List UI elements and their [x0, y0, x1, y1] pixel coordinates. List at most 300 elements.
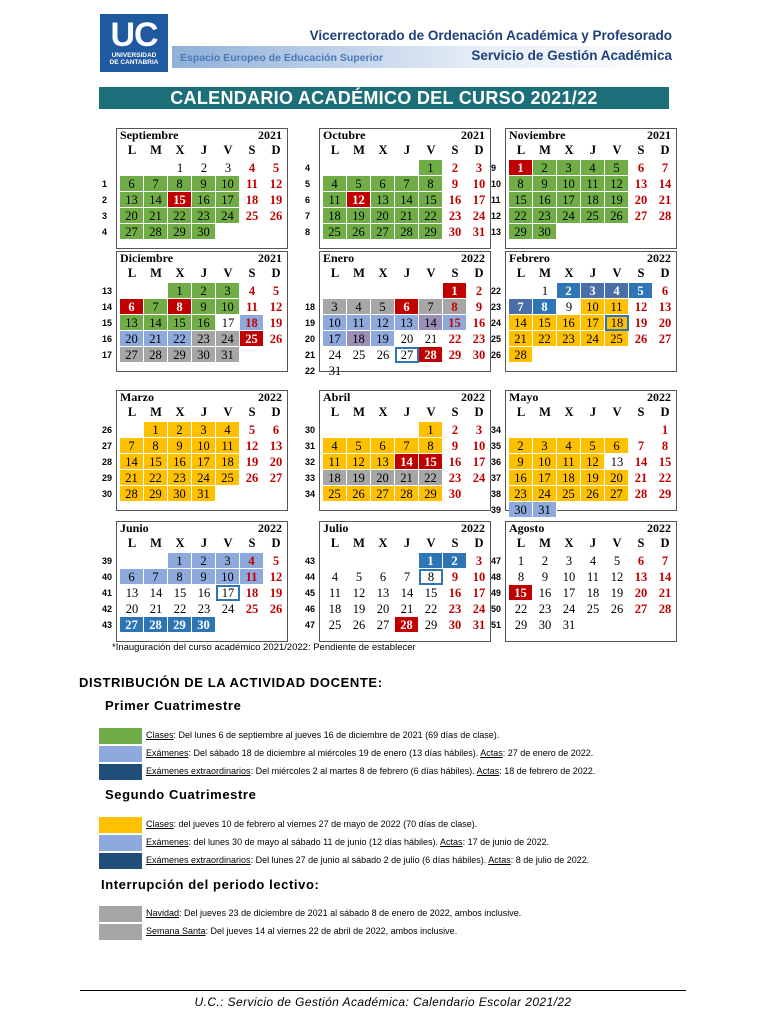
weekday-label: V [426, 143, 436, 157]
day-cell: 29 [168, 617, 192, 633]
month-name: Noviembre [509, 128, 566, 142]
day-cell: 21 [509, 331, 533, 347]
weekday-label: L [127, 143, 137, 157]
day-cell: 9 [192, 176, 216, 192]
day-cell: 24 [328, 348, 342, 362]
day-cell: 2 [200, 161, 208, 175]
week-number: 8 [305, 227, 311, 237]
day-cell: 6 [605, 438, 629, 454]
day-cell: 24 [533, 486, 557, 502]
day-cell: 29 [424, 618, 438, 632]
day-cell: 26 [581, 486, 605, 502]
day-cell: 9 [541, 570, 549, 584]
day-cell: 7 [661, 161, 669, 175]
day-cell: 2 [168, 422, 192, 438]
day-cell: 16 [472, 316, 486, 330]
day-cell: 1 [419, 553, 443, 569]
primer-cuatrimestre-title: Primer Cuatrimestre [105, 698, 242, 713]
day-cell: 21 [144, 208, 168, 224]
day-cell: 5 [272, 554, 280, 568]
week-number: 34 [305, 489, 316, 499]
day-cell: 28 [509, 347, 533, 363]
day-cell: 1 [419, 422, 443, 438]
day-cell: 23 [448, 209, 462, 223]
week-number: 32 [305, 457, 316, 467]
week-number: 34 [491, 425, 502, 435]
day-cell: 19 [371, 331, 395, 347]
day-cell: 29 [658, 487, 672, 501]
day-cell: 19 [605, 192, 629, 208]
day-cell: 10 [581, 299, 605, 315]
day-cell: 16 [197, 586, 211, 600]
day-cell: 6 [371, 176, 395, 192]
weekday-label: S [451, 536, 459, 550]
day-cell: 15 [443, 315, 467, 331]
day-cell: 9 [192, 569, 216, 585]
legend-label: Exámenes extraordinarios [146, 855, 251, 865]
month-header [323, 128, 485, 142]
month-junio [100, 521, 286, 642]
day-cell: 9 [475, 300, 483, 314]
day-cell: 27 [658, 332, 672, 346]
day-cell: 11 [240, 569, 264, 585]
legend-swatch [99, 924, 142, 940]
day-cell: 9 [565, 300, 573, 314]
month-year: 2021 [258, 128, 282, 142]
month-year: 2022 [258, 521, 282, 535]
month-header [120, 390, 282, 404]
weekday-label: M [150, 536, 162, 550]
month-year: 2021 [461, 128, 485, 142]
day-cell: 23 [192, 331, 216, 347]
month-header [323, 521, 485, 535]
day-cell: 20 [371, 470, 395, 486]
day-cell: 24 [216, 331, 240, 347]
weekday-label: J [200, 266, 208, 280]
day-cell: 18 [240, 315, 264, 331]
day-cell: 22 [168, 208, 192, 224]
day-cell: 19 [581, 470, 605, 486]
week-number: 22 [305, 366, 316, 376]
day-cell: 16 [448, 586, 462, 600]
day-cell: 21 [395, 208, 419, 224]
legend-description: : Del sábado 18 de diciembre al miércoles 19 de enero (13 días hábiles). [188, 748, 481, 758]
day-cell: 23 [168, 470, 192, 486]
day-cell: 18 [328, 602, 342, 616]
legend-swatch [99, 728, 142, 744]
month-name: Octubre [323, 128, 366, 142]
day-cell: 3 [581, 283, 605, 299]
day-cell: 12 [634, 300, 648, 314]
weekday-label: L [516, 266, 526, 280]
month-name: Agosto [509, 521, 545, 535]
day-cell: 19 [634, 316, 648, 330]
day-cell: 27 [120, 617, 144, 633]
weekday-label: L [330, 143, 340, 157]
day-cell: 30 [533, 224, 557, 240]
day-cell: 14 [658, 570, 672, 584]
week-number: 16 [102, 334, 113, 344]
day-cell: 4 [605, 283, 629, 299]
day-cell: 9 [509, 454, 533, 470]
day-cell: 28 [144, 617, 168, 633]
month-year: 2022 [258, 390, 282, 404]
day-cell: 2 [451, 423, 459, 437]
weekday-label: J [403, 405, 411, 419]
week-number: 15 [102, 318, 113, 328]
month-header [120, 521, 282, 535]
legend-label: Navidad [146, 908, 180, 918]
day-cell: 13 [395, 315, 419, 331]
day-cell: 17 [216, 585, 240, 601]
day-cell: 16 [192, 192, 216, 208]
month-header [509, 251, 671, 265]
day-cell: 13 [658, 300, 672, 314]
day-cell: 26 [610, 602, 624, 616]
day-cell: 3 [475, 554, 483, 568]
day-cell: 25 [323, 486, 347, 502]
day-cell: 5 [248, 423, 256, 437]
day-cell: 16 [448, 193, 462, 207]
week-number: 25 [491, 334, 502, 344]
day-cell: 23 [557, 331, 581, 347]
day-cell: 1 [541, 284, 549, 298]
day-cell: 23 [192, 208, 216, 224]
day-cell: 11 [246, 300, 258, 314]
day-cell: 17 [562, 586, 576, 600]
day-cell: 23 [538, 602, 552, 616]
month-header [509, 521, 671, 535]
day-cell: 4 [240, 553, 264, 569]
weekday-label: S [637, 266, 645, 280]
day-cell: 30 [168, 486, 192, 502]
day-cell: 7 [395, 176, 419, 192]
legend-actas-label: Actas [488, 855, 511, 865]
weekday-label: S [637, 405, 645, 419]
month-header [509, 128, 671, 142]
weekday-label: L [330, 405, 340, 419]
day-cell: 15 [509, 585, 533, 601]
day-cell: 5 [613, 554, 621, 568]
day-cell: 25 [581, 208, 605, 224]
day-cell: 19 [610, 586, 624, 600]
day-cell: 19 [245, 455, 259, 469]
weekday-label: L [516, 143, 526, 157]
weekday-label: L [330, 266, 340, 280]
month-year: 2021 [258, 251, 282, 265]
week-number: 3 [102, 211, 108, 221]
day-cell: 9 [168, 438, 192, 454]
day-cell: 22 [509, 208, 533, 224]
month-header [509, 390, 671, 404]
day-cell: 5 [581, 438, 605, 454]
day-cell: 20 [634, 586, 648, 600]
day-cell: 10 [323, 315, 347, 331]
week-number: 43 [305, 556, 316, 566]
day-cell: 31 [472, 618, 486, 632]
day-cell: 10 [557, 176, 581, 192]
week-number: 17 [102, 350, 113, 360]
day-cell: 14 [400, 586, 414, 600]
day-cell: 30 [538, 618, 552, 632]
day-cell: 11 [246, 177, 258, 191]
weekday-label: L [127, 266, 137, 280]
day-cell: 10 [192, 438, 216, 454]
week-number: 29 [102, 473, 113, 483]
day-cell: 28 [395, 486, 419, 502]
day-cell: 12 [581, 454, 605, 470]
day-cell: 14 [419, 315, 443, 331]
weekday-label: M [539, 405, 551, 419]
day-cell: 13 [120, 315, 144, 331]
week-number: 9 [491, 163, 497, 173]
day-cell: 5 [272, 161, 280, 175]
day-cell: 31 [192, 486, 216, 502]
weekday-label: X [378, 143, 388, 157]
day-cell: 18 [605, 315, 629, 331]
day-cell: 15 [168, 192, 192, 208]
day-cell: 25 [605, 331, 629, 347]
day-cell: 14 [149, 586, 163, 600]
legend-text [146, 730, 499, 740]
month-febrero [489, 251, 675, 372]
legend-swatch [99, 853, 142, 869]
day-cell: 24 [562, 602, 576, 616]
day-cell: 18 [245, 193, 259, 207]
day-cell: 26 [347, 486, 371, 502]
weekday-label: V [426, 536, 436, 550]
day-cell: 29 [144, 486, 168, 502]
day-cell: 20 [120, 331, 144, 347]
day-cell: 31 [328, 364, 342, 378]
legend-swatch [99, 764, 142, 780]
day-cell: 26 [605, 208, 629, 224]
day-cell: 2 [443, 553, 467, 569]
day-cell: 17 [216, 192, 240, 208]
weekday-label: V [612, 266, 622, 280]
day-cell: 22 [514, 602, 528, 616]
month-header [323, 390, 485, 404]
month-name: Febrero [509, 251, 550, 265]
day-cell: 6 [379, 570, 387, 584]
day-cell: 21 [400, 602, 414, 616]
day-cell: 15 [424, 586, 438, 600]
legend-description: : Del miércoles 2 al martes 8 de febrero (6 días hábiles). [250, 766, 477, 776]
legend-actas-date: : 17 de junio de 2022. [462, 837, 550, 847]
week-number: 42 [102, 604, 113, 614]
day-cell: 6 [371, 438, 395, 454]
day-cell: 21 [634, 471, 648, 485]
week-number: 46 [305, 604, 316, 614]
day-cell: 7 [419, 299, 443, 315]
day-cell: 12 [371, 315, 395, 331]
weekday-label: V [223, 143, 233, 157]
weekday-label: X [378, 266, 388, 280]
day-cell: 10 [216, 176, 240, 192]
day-cell: 17 [472, 586, 486, 600]
day-cell: 25 [216, 470, 240, 486]
day-cell: 1 [176, 161, 184, 175]
week-number: 38 [491, 489, 502, 499]
weekday-label: D [474, 405, 484, 419]
header-servicio: Servicio de Gestión Académica [471, 48, 672, 63]
weekday-label: D [474, 143, 484, 157]
day-cell: 11 [557, 454, 581, 470]
weekday-label: J [403, 143, 411, 157]
day-cell: 15 [168, 315, 192, 331]
day-cell: 25 [240, 331, 264, 347]
day-cell: 19 [352, 602, 366, 616]
day-cell: 12 [610, 570, 624, 584]
legend-actas-date: : 18 de febrero de 2022. [499, 766, 596, 776]
day-cell: 2 [192, 553, 216, 569]
day-cell: 9 [451, 439, 459, 453]
weekday-label: D [474, 266, 484, 280]
day-cell: 5 [371, 299, 395, 315]
university-logo: UC UNIVERSIDAD DE CANTABRIA [100, 14, 168, 72]
day-cell: 19 [347, 470, 371, 486]
day-cell: 29 [419, 486, 443, 502]
day-cell: 1 [419, 160, 443, 176]
legend-text [146, 748, 593, 758]
day-cell: 14 [120, 454, 144, 470]
weekday-label: J [589, 536, 597, 550]
day-cell: 1 [661, 423, 669, 437]
day-cell: 17 [221, 316, 235, 330]
day-cell: 12 [269, 570, 283, 584]
day-cell: 20 [125, 602, 139, 616]
day-cell: 19 [269, 586, 283, 600]
weekday-label: M [353, 405, 365, 419]
legend-swatch [99, 835, 142, 851]
day-cell: 6 [120, 299, 144, 315]
day-cell: 17 [557, 192, 581, 208]
month-year: 2022 [647, 251, 671, 265]
week-number: 27 [102, 441, 113, 451]
week-number: 23 [491, 302, 502, 312]
day-cell: 6 [661, 284, 669, 298]
day-cell: 8 [419, 569, 443, 585]
day-cell: 15 [419, 454, 443, 470]
day-cell: 16 [192, 315, 216, 331]
weekday-label: M [353, 536, 365, 550]
day-cell: 29 [419, 224, 443, 240]
day-cell: 9 [451, 570, 459, 584]
day-cell: 2 [541, 554, 549, 568]
day-cell: 23 [509, 486, 533, 502]
week-number: 20 [305, 334, 316, 344]
day-cell: 3 [475, 161, 483, 175]
day-cell: 22 [419, 470, 443, 486]
day-cell: 7 [637, 439, 645, 453]
day-cell: 27 [120, 224, 144, 240]
day-cell: 22 [168, 331, 192, 347]
day-cell: 8 [661, 439, 669, 453]
day-cell: 18 [557, 470, 581, 486]
day-cell: 11 [605, 299, 629, 315]
day-cell: 6 [395, 299, 419, 315]
day-cell: 11 [347, 315, 371, 331]
day-cell: 4 [557, 438, 581, 454]
day-cell: 28 [634, 487, 648, 501]
month-header [323, 251, 485, 265]
day-cell: 19 [269, 193, 283, 207]
day-cell: 30 [448, 487, 462, 501]
month-septiembre [100, 128, 286, 249]
day-cell: 8 [533, 299, 557, 315]
day-cell: 20 [605, 470, 629, 486]
weekday-label: X [175, 266, 185, 280]
day-cell: 30 [472, 348, 486, 362]
month-name: Julio [323, 521, 349, 535]
weekday-label: X [378, 405, 388, 419]
weekday-label: X [564, 266, 574, 280]
day-cell: 2 [557, 283, 581, 299]
day-cell: 24 [557, 208, 581, 224]
legend-actas-date: : 27 de enero de 2022. [502, 748, 594, 758]
day-cell: 30 [448, 225, 462, 239]
day-cell: 10 [216, 569, 240, 585]
week-number: 22 [491, 286, 502, 296]
weekday-label: V [426, 405, 436, 419]
weekday-label: M [150, 405, 162, 419]
weekday-label: V [223, 405, 233, 419]
week-number: 24 [491, 318, 502, 328]
day-cell: 25 [352, 348, 366, 362]
legend-actas-date: : 8 de julio de 2022. [510, 855, 590, 865]
day-cell: 8 [168, 176, 192, 192]
day-cell: 20 [400, 332, 414, 346]
month-abril [303, 390, 489, 511]
day-cell: 3 [557, 160, 581, 176]
day-cell: 17 [192, 454, 216, 470]
day-cell: 28 [658, 209, 672, 223]
day-cell: 5 [272, 284, 280, 298]
day-cell: 5 [355, 570, 363, 584]
day-cell: 8 [443, 299, 467, 315]
day-cell: 15 [173, 586, 187, 600]
weekday-label: J [403, 536, 411, 550]
day-cell: 15 [533, 315, 557, 331]
day-cell: 21 [658, 586, 672, 600]
legend-description: : Del lunes 27 de junio al sábado 2 de julio (6 días hábiles). [250, 855, 489, 865]
day-cell: 25 [245, 209, 259, 223]
week-number: 26 [491, 350, 502, 360]
day-cell: 1 [168, 283, 192, 299]
weekday-label: X [175, 536, 185, 550]
day-cell: 9 [451, 177, 459, 191]
day-cell: 25 [557, 486, 581, 502]
day-cell: 20 [634, 193, 648, 207]
day-cell: 5 [605, 160, 629, 176]
day-cell: 28 [120, 486, 144, 502]
day-cell: 18 [245, 586, 259, 600]
week-number: 50 [491, 604, 502, 614]
day-cell: 18 [323, 470, 347, 486]
week-number: 51 [491, 620, 502, 630]
legend-text [146, 837, 549, 847]
week-number: 5 [305, 179, 311, 189]
weekday-label: X [175, 143, 185, 157]
week-number [102, 160, 118, 176]
day-cell: 25 [586, 602, 600, 616]
week-number: 39 [491, 505, 502, 515]
month-agosto [489, 521, 675, 642]
day-cell: 22 [419, 208, 443, 224]
day-cell: 3 [216, 553, 240, 569]
weekday-label: J [589, 405, 597, 419]
month-header [120, 128, 282, 142]
